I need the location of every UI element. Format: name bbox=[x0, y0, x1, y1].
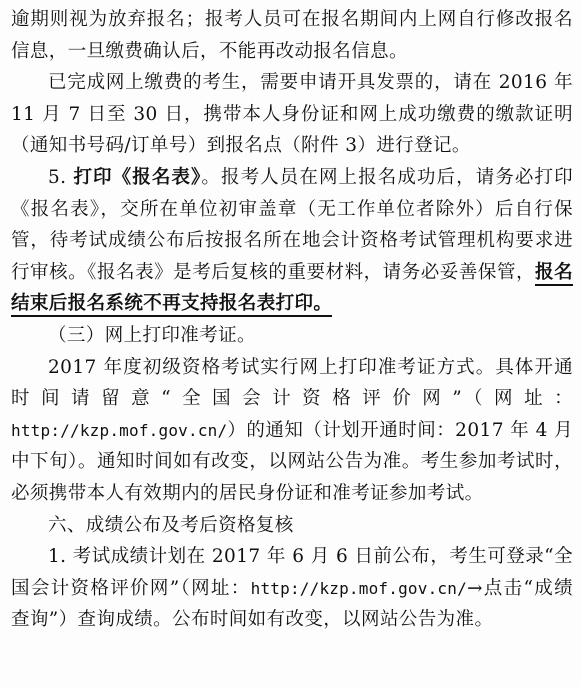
print-form-body: 。报考人员在网上报名成功后，请务必打印《报名表》，交所在单位初审盖章（无工作单位者除外）后自行保管，待考试成绩公布后按报名所在地会计资格考试管理机构要求进行审核。《报名表》是考后复核的重要材料，请务必妥善保管， bbox=[11, 166, 574, 283]
section-heading-admission-ticket: （三）网上打印准考证。 bbox=[48, 324, 256, 346]
results-text-1: 1. 考试成绩计划在 2017 年 6 月 6 日前公布，考生可登录“全国会计资格评价网”（网址： bbox=[11, 546, 573, 599]
paragraph-admission-ticket bbox=[11, 352, 573, 510]
website-link[interactable]: http://kzp.mof.gov.cn/ bbox=[250, 578, 467, 598]
admission-text-1: 2017 年度初级资格考试实行网上打印准考证方式。具体开通时间请留意“全国会计资格评价网”（网址： bbox=[11, 356, 573, 410]
print-form-warning: 报名结束后报名系统不再支持报名表打印。 bbox=[11, 262, 573, 318]
admission-text-2: ）的通知（计划开通时间：2017 年 4 月中下旬）。通知时间如有改变，以网站公告为准。考生参加考试时，必须携带本人有效期内的居民身份证和准考证参加考试。 bbox=[11, 419, 573, 504]
paragraph-results bbox=[11, 541, 573, 636]
print-form-heading: 打印《报名表》 bbox=[73, 166, 202, 188]
paragraph-print-form bbox=[11, 162, 573, 320]
section-heading-results: 六、成绩公布及考后资格复核 bbox=[48, 514, 294, 536]
item-number: 5. bbox=[48, 166, 74, 188]
website-link[interactable]: http://kzp.mof.gov.cn/ bbox=[11, 420, 228, 440]
paragraph-registration-deadline: 逾期则视为放弃报名；报考人员可在报名期间内上网自行修改报名信息，一旦缴费确认后，不能再改动报名信息。 bbox=[11, 9, 573, 62]
results-text-2: →点击“成绩查询”）查询成绩。公布时间如有改变，以网站公告为准。 bbox=[11, 577, 573, 631]
paragraph-invoice: 已完成网上缴费的考生，需要申请开具发票的，请在 2016 年 11 月 7 日至 30 日，携带本人身份证和网上成功缴费的缴款证明（通知书号码/订单号）到报名点（附件 3）进行登记。 bbox=[11, 72, 573, 157]
